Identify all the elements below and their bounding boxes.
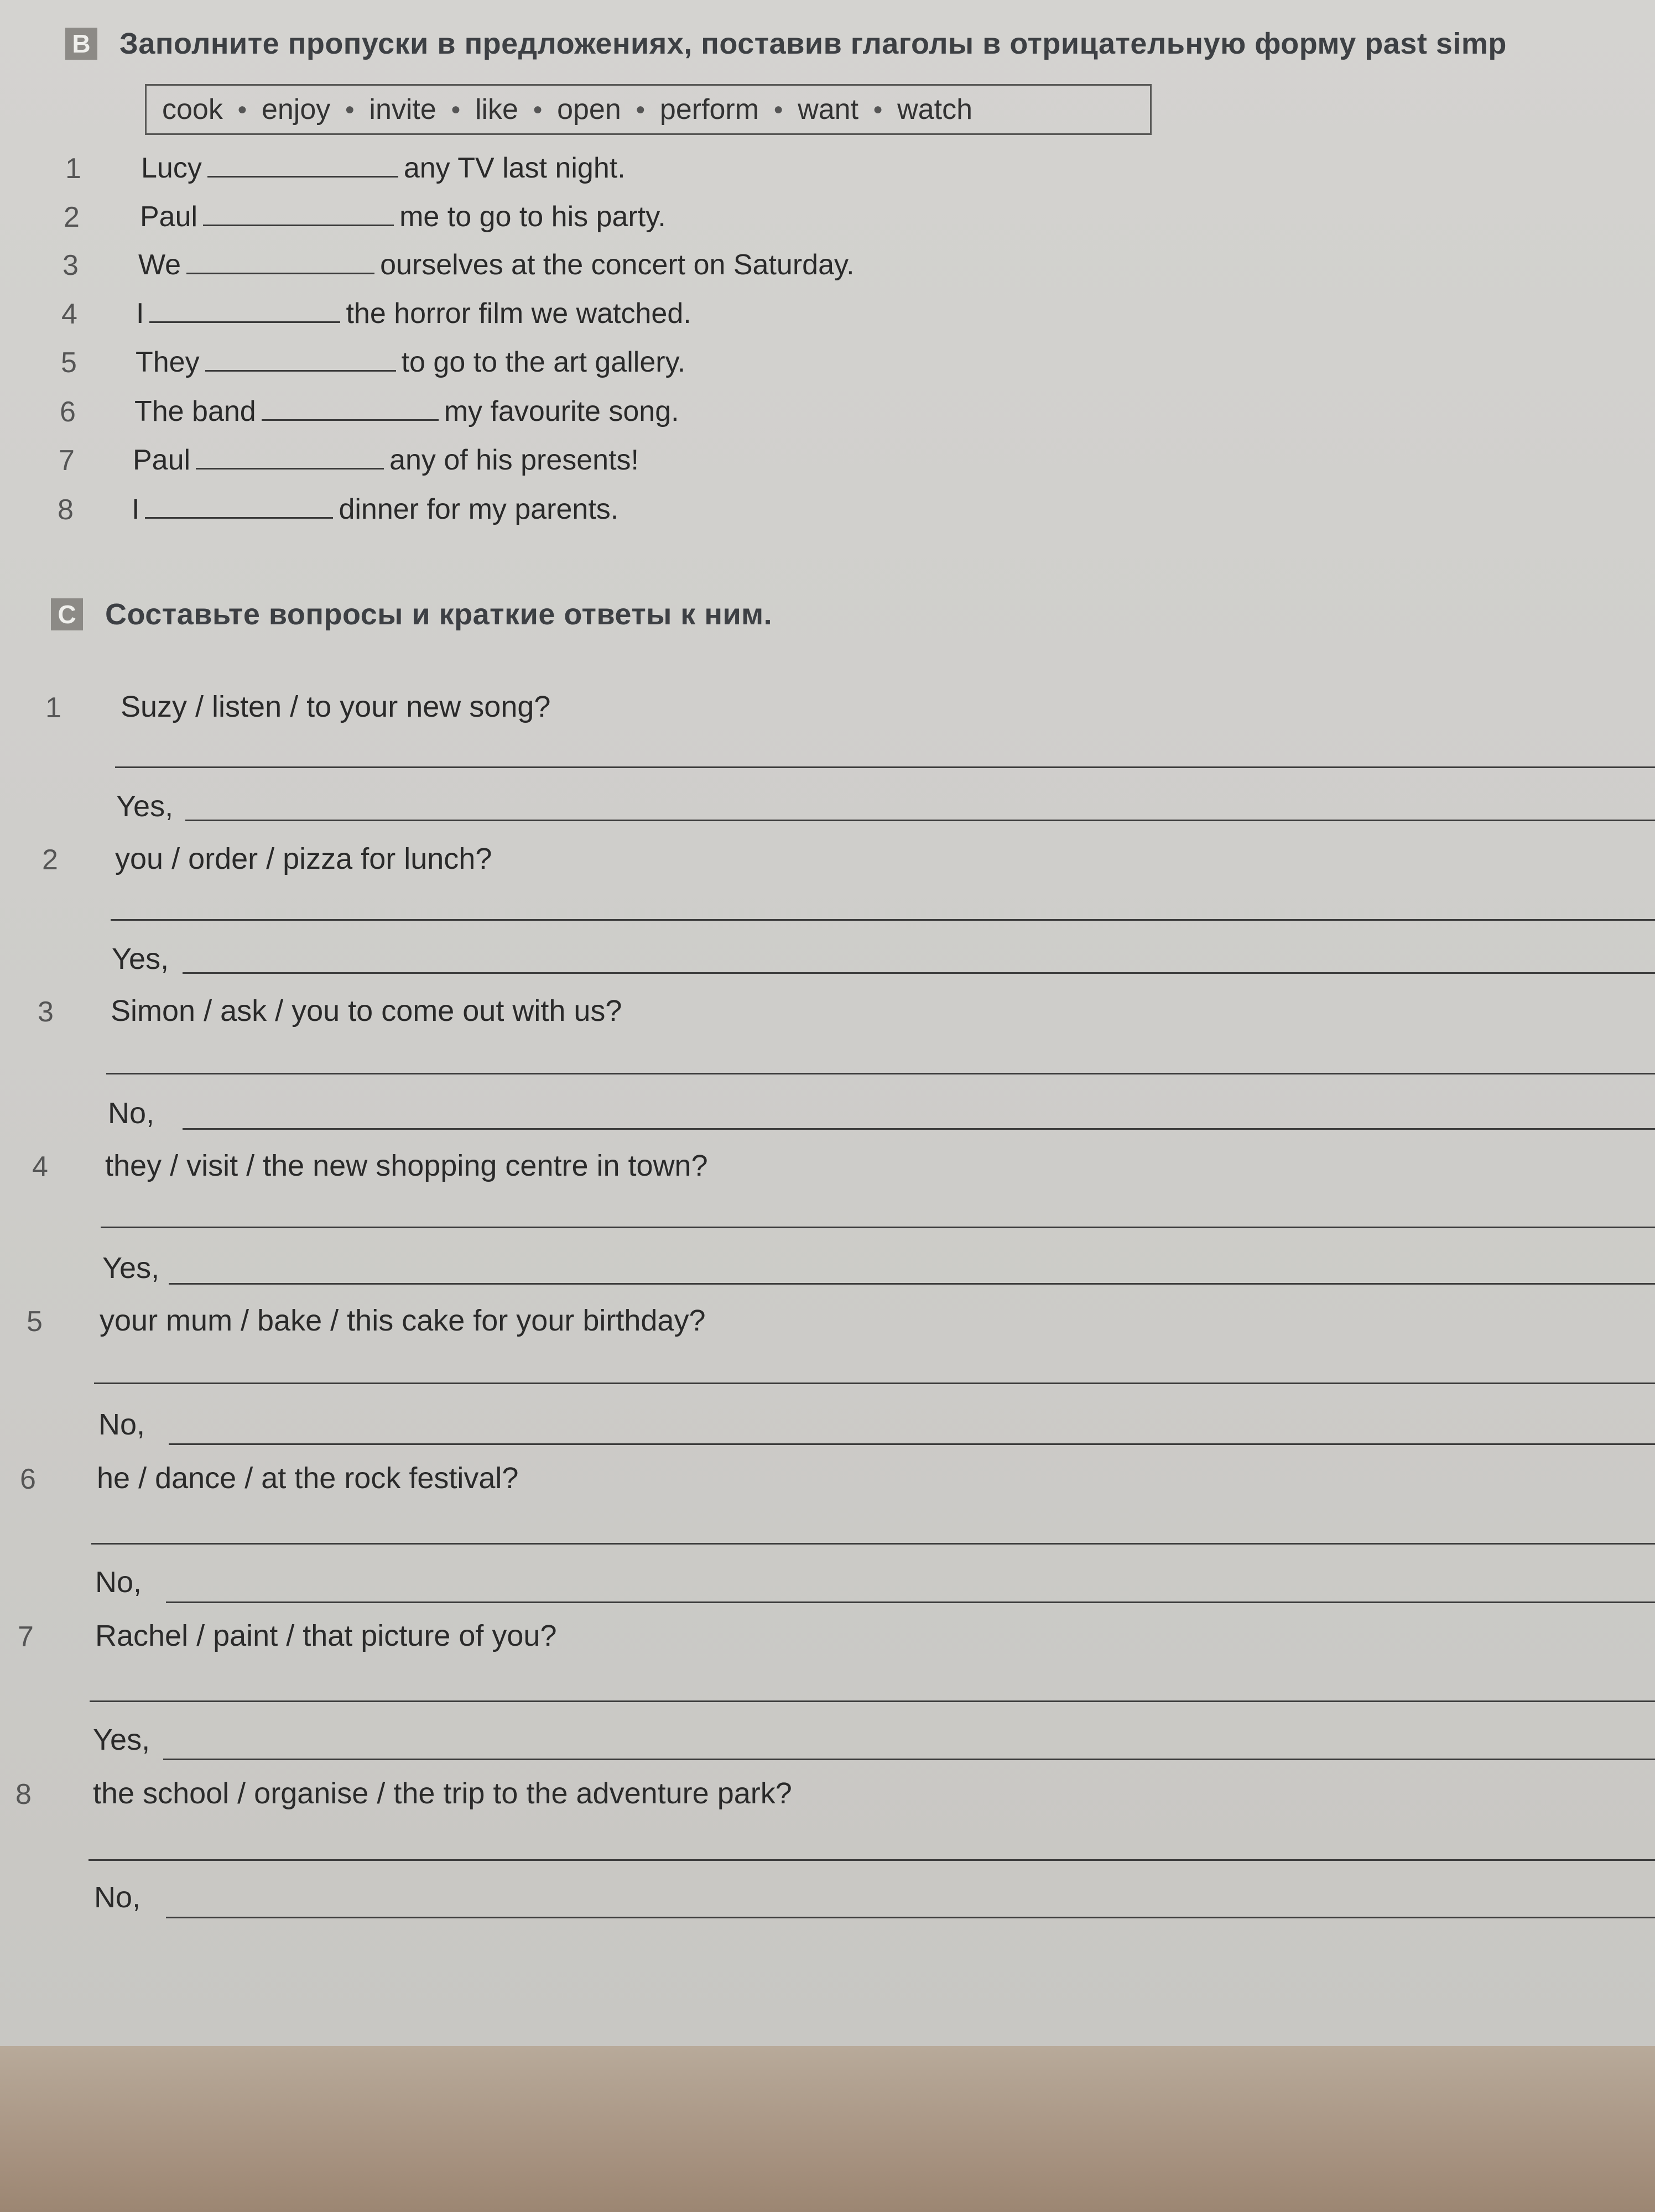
answer-blank[interactable]: [186, 247, 374, 274]
question-prompt: you / order / pizza for lunch?: [115, 842, 492, 875]
fill-sentence: [134, 394, 679, 428]
item-number: 2: [64, 201, 80, 233]
item-number: 4: [61, 298, 77, 330]
section-b-header: [65, 27, 1507, 61]
sentence-rest: any TV last night.: [403, 152, 626, 184]
short-answer-line[interactable]: [183, 1128, 1655, 1130]
question-answer-line[interactable]: [91, 1543, 1655, 1545]
item-number: 5: [27, 1306, 43, 1338]
question-answer-line[interactable]: [89, 1859, 1655, 1861]
desk-surface: [0, 2046, 1655, 2212]
question-prompt: Rachel / paint / that picture of you?: [95, 1619, 557, 1652]
section-c-title: Составьте вопросы и краткие ответы к ним.: [105, 598, 773, 631]
word-box-item: want: [798, 93, 859, 126]
question-prompt: your mum / bake / this cake for your birthday?: [100, 1304, 706, 1337]
sentence-subject: I: [136, 298, 144, 330]
fill-sentence: [133, 442, 639, 477]
short-answer-prefix: No,: [108, 1097, 155, 1130]
question-prompt: Simon / ask / you to come out with us?: [111, 994, 622, 1027]
short-answer-prefix: Yes,: [93, 1723, 150, 1756]
short-answer-prefix: No,: [94, 1881, 141, 1914]
word-box-item: cook: [162, 93, 223, 126]
short-answer-prefix: Yes,: [116, 790, 174, 823]
short-answer-line[interactable]: [169, 1283, 1655, 1285]
word-box-item: invite: [369, 93, 436, 126]
question-prompt: they / visit / the new shopping centre in town?: [105, 1149, 708, 1182]
word-box-item: open: [557, 93, 621, 126]
sentence-rest: me to go to his party.: [399, 201, 666, 233]
item-number: 2: [42, 844, 58, 876]
answer-blank[interactable]: [207, 150, 398, 178]
sentence-subject: Paul: [133, 444, 191, 476]
item-number: 8: [15, 1778, 32, 1811]
question-answer-line[interactable]: [90, 1700, 1655, 1702]
answer-blank[interactable]: [196, 442, 384, 469]
sentence-rest: ourselves at the concert on Saturday.: [380, 249, 855, 281]
item-number: 7: [18, 1621, 34, 1653]
word-box-item: enjoy: [261, 93, 331, 126]
word-box-item: watch: [897, 93, 972, 126]
short-answer-line[interactable]: [183, 972, 1655, 974]
short-answer-line[interactable]: [166, 1917, 1655, 1918]
item-number: 8: [58, 494, 74, 526]
sentence-subject: They: [136, 346, 200, 378]
section-c-letter: C: [51, 598, 83, 630]
item-number: 6: [60, 396, 76, 428]
question-prompt: the school / organise / the trip to the adventure park?: [93, 1777, 792, 1810]
answer-blank[interactable]: [203, 199, 394, 226]
item-number: 1: [65, 153, 81, 185]
item-number: 7: [59, 445, 75, 477]
sentence-subject: The band: [134, 395, 256, 427]
short-answer-prefix: Yes,: [102, 1251, 160, 1285]
fill-sentence: [140, 199, 666, 233]
fill-sentence: [136, 345, 685, 379]
answer-blank[interactable]: [149, 296, 340, 323]
fill-sentence: [138, 247, 855, 281]
short-answer-line[interactable]: [169, 1443, 1655, 1445]
question-answer-line[interactable]: [94, 1383, 1655, 1384]
sentence-subject: I: [132, 493, 140, 525]
fill-sentence: [141, 150, 626, 185]
question-answer-line[interactable]: [115, 766, 1655, 768]
short-answer-line[interactable]: [166, 1601, 1655, 1603]
sentence-rest: dinner for my parents.: [339, 493, 619, 525]
sentence-subject: Paul: [140, 201, 198, 233]
sentence-rest: any of his presents!: [389, 444, 639, 476]
answer-blank[interactable]: [205, 345, 396, 372]
answer-blank[interactable]: [262, 394, 439, 421]
item-number: 3: [63, 249, 79, 281]
word-box: cook ● enjoy ● invite ● like ● open ● perform ● want ● watch: [145, 84, 1152, 135]
item-number: 6: [20, 1463, 36, 1495]
short-answer-prefix: No,: [95, 1566, 142, 1599]
question-prompt: he / dance / at the rock festival?: [97, 1462, 519, 1495]
item-number: 4: [32, 1151, 48, 1183]
item-number: 5: [61, 347, 77, 379]
sentence-subject: We: [138, 249, 181, 281]
answer-blank[interactable]: [145, 492, 333, 519]
question-answer-line[interactable]: [111, 919, 1655, 921]
sentence-subject: Lucy: [141, 152, 202, 184]
section-b-letter: B: [65, 28, 97, 60]
word-box-item: perform: [659, 93, 759, 126]
item-number: 3: [38, 996, 54, 1028]
sentence-rest: the horror film we watched.: [346, 298, 691, 330]
section-b-title: Заполните пропуски в предложениях, поставив глаголы в отрицательную форму past simp: [119, 27, 1507, 60]
fill-sentence: [132, 492, 618, 526]
question-prompt: Suzy / listen / to your new song?: [121, 690, 551, 723]
item-number: 1: [45, 692, 61, 724]
short-answer-prefix: Yes,: [112, 942, 169, 975]
sentence-rest: to go to the art gallery.: [401, 346, 686, 378]
short-answer-line[interactable]: [163, 1759, 1655, 1760]
short-answer-line[interactable]: [185, 820, 1655, 821]
word-box-item: like: [475, 93, 518, 126]
short-answer-prefix: No,: [98, 1408, 145, 1441]
fill-sentence: [136, 296, 691, 330]
question-answer-line[interactable]: [106, 1073, 1655, 1074]
sentence-rest: my favourite song.: [444, 395, 679, 427]
section-c-header: [51, 597, 772, 632]
question-answer-line[interactable]: [101, 1227, 1655, 1228]
